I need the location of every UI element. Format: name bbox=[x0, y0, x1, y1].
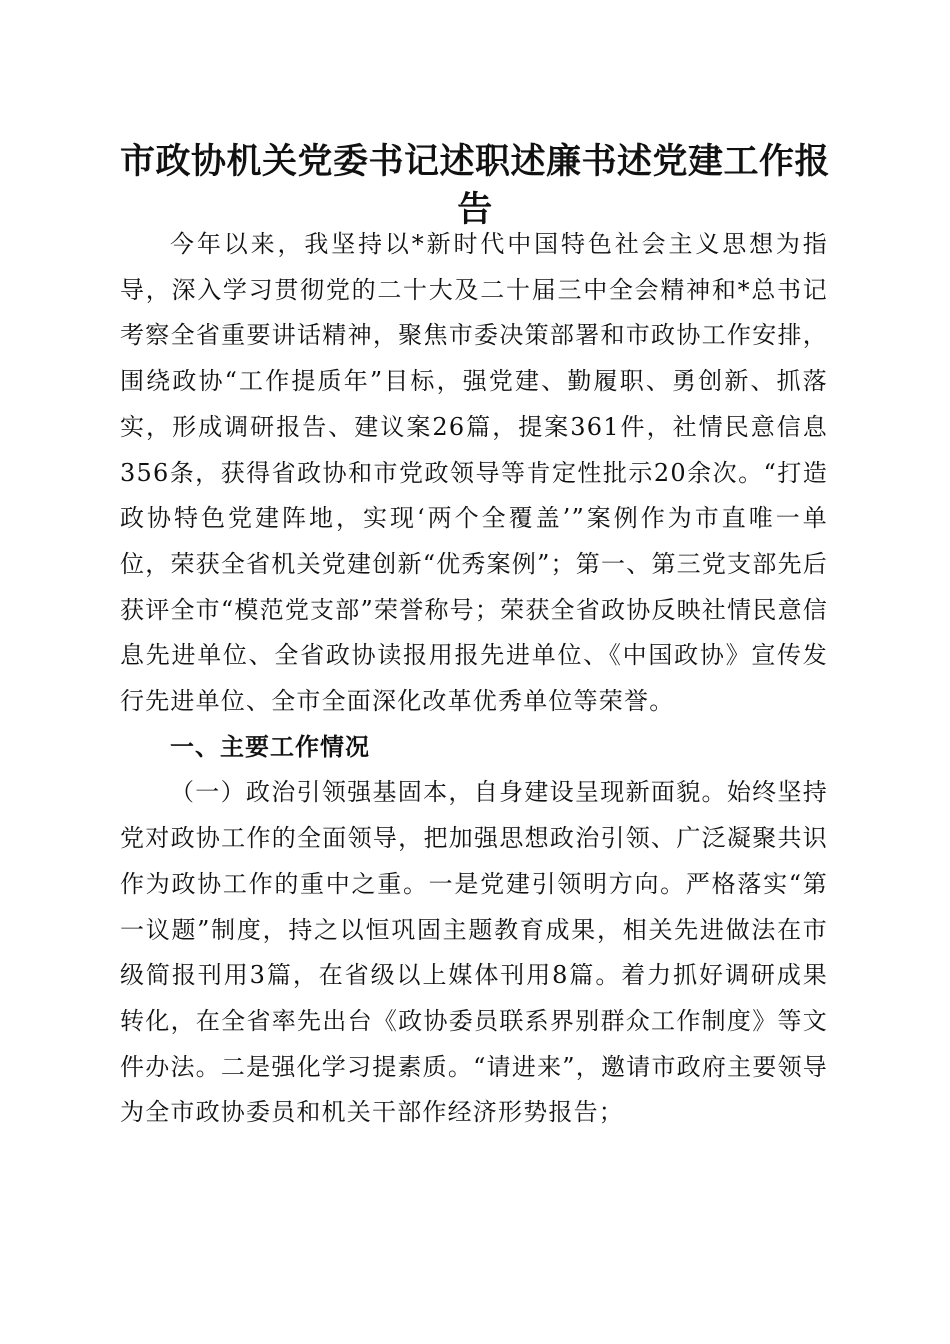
document-body bbox=[120, 222, 828, 1136]
section-heading: 一、主要工作情况 bbox=[170, 732, 370, 761]
intro-paragraph: 今年以来，我坚持以*新时代中国特色社会主义思想为指导，深入学习贯彻党的二十大及二十届三中全会精神和*总书记考察全省重要讲话精神，聚焦市委决策部署和市政协工作安排，围绕政协“工作提质年”目标，强党建、勤履职、勇创新、抓落实，形成调研报告、建议案26篇，提案361件，社情民意信息356条，获得省政协和市党政领导等肯定性批示20余次。“打造政协特色党建阵地，实现‘两个全覆盖’”案例作为市直唯一单位，荣获全省机关党建创新“优秀案例”；第一、第三党支部先后获评全市“模范党支部”荣誉称号；荣获全省政协反映社情民意信息先进单位、全省政协读报用报先进单位、《中国政协》宣传发行先进单位、全市全面深化改革优秀单位等荣誉。 bbox=[120, 230, 828, 716]
body-paragraph: （一）政治引领强基固本，自身建设呈现新面貌。始终坚持党对政协工作的全面领导，把加强思想政治引领、广泛凝聚共识作为政协工作的重中之重。一是党建引领明方向。严格落实“第一议题”制度，持之以恒巩固主题教育成果，相关先进做法在市级简报刊用3篇，在省级以上媒体刊用8篇。着力抓好调研成果转化，在全省率先出台《政协委员联系界别群众工作制度》等文件办法。二是强化学习提素质。“请进来”，邀请市政府主要领导为全市政协委员和机关干部作经济形势报告； bbox=[120, 778, 828, 1127]
document-title: 市政协机关党委书记述职述廉书述党建工作报告 bbox=[119, 141, 830, 230]
